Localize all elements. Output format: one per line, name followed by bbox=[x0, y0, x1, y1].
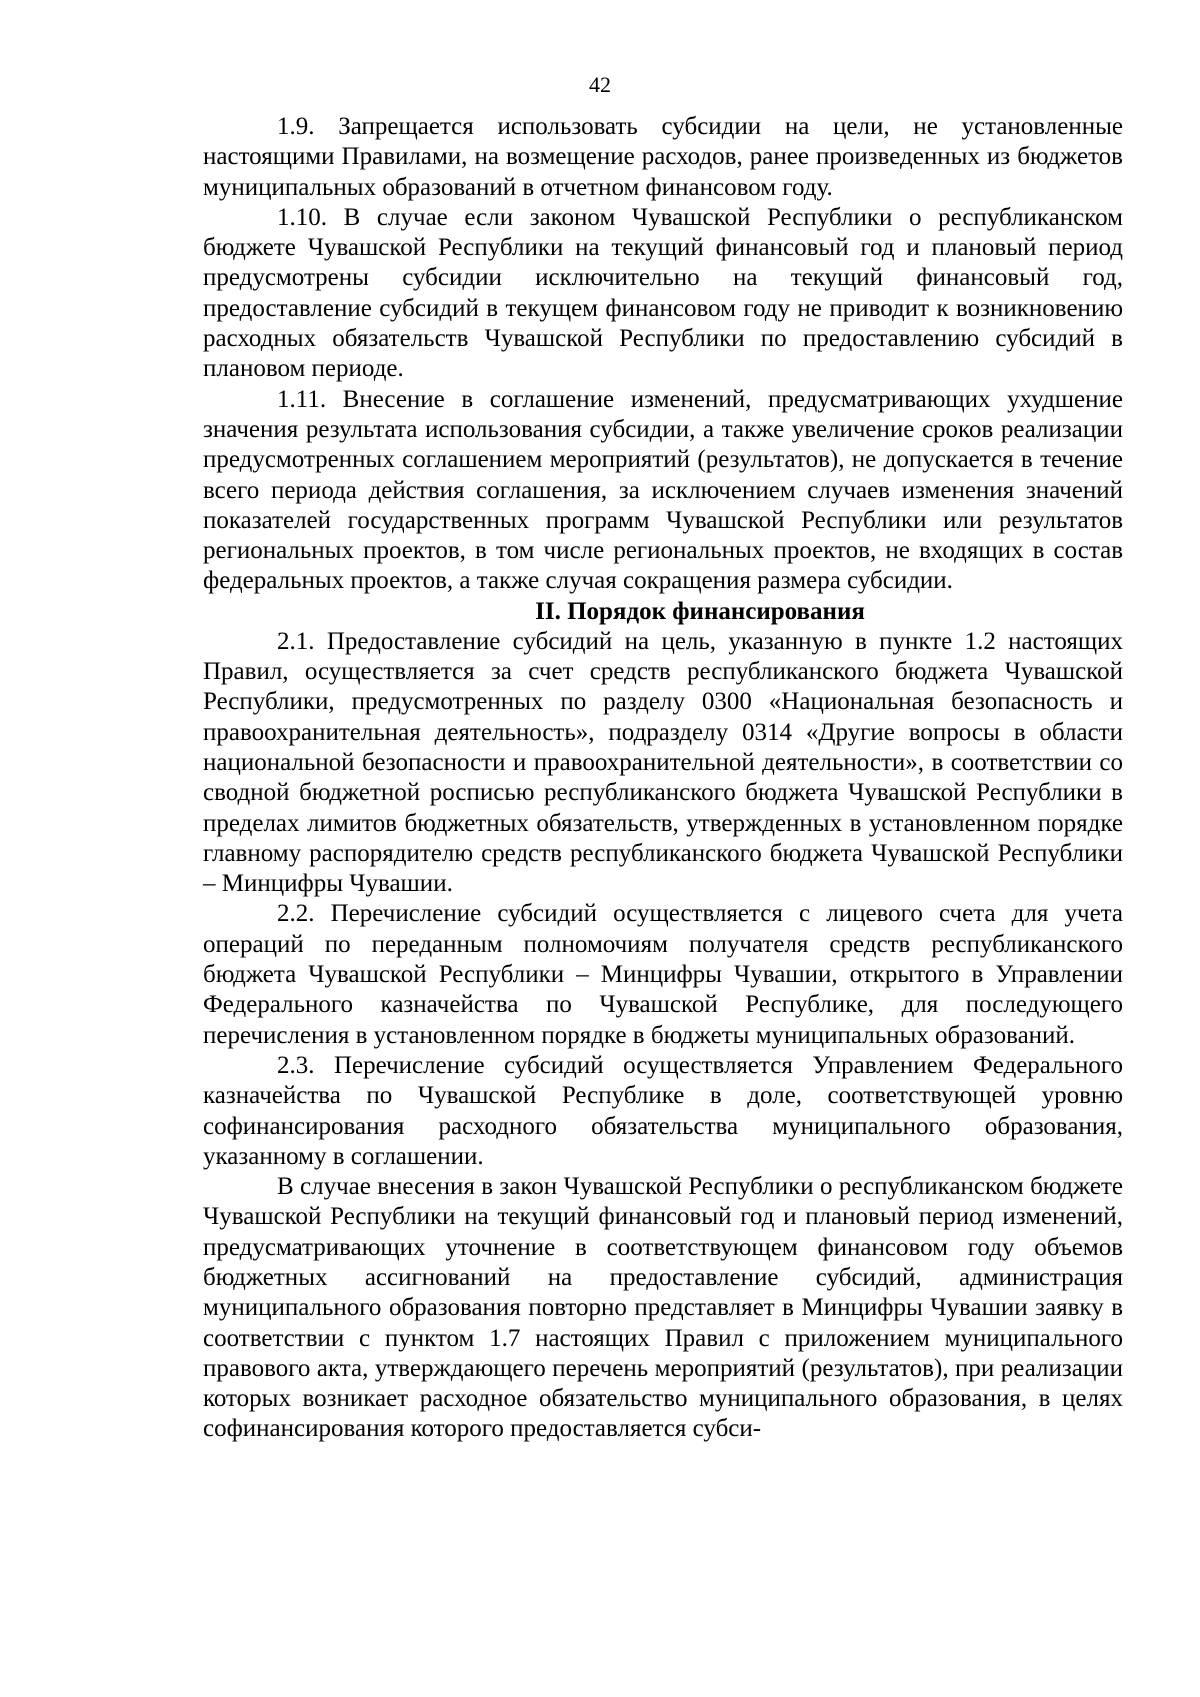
paragraph-2-2: 2.2. Перечисление субсидий осуществляется с лицевого счета для учета операций по переданным полномочиям получателя средств республиканского бюджета Чувашской Республики – Минцифры Чувашии, открытого в Управлении Федерального казначейства по Чувашской Республике, для последующего перечисления в установленном порядке в бюджеты муниципальных образований. bbox=[203, 900, 1123, 1049]
page-number: 42 bbox=[589, 72, 611, 97]
document-body bbox=[203, 112, 1123, 1445]
paragraph-2-1: 2.1. Предоставление субсидий на цель, указанную в пункте 1.2 настоящих Правил, осуществляется за счет средств республиканского бюджета Чувашской Республики, предусмотренных по разделу 0300 «Национальная безопасность и правоохранительная деятельность», подразделу 0314 «Другие вопросы в области национальной безопасности и правоохранительной деятельности», в соответствии со сводной бюджетной росписью республиканского бюджета Чувашской Республики в пределах лимитов бюджетных обязательств, утвержденных в установленном порядке главному распорядителю средств республиканского бюджета Чувашской Республики – Минцифры Чувашии. bbox=[203, 627, 1123, 898]
paragraph-1-9: 1.9. Запрещается использовать субсидии на цели, не установленные настоящими Правилами, на возмещение расходов, ранее произведенных из бюджетов муниципальных образований в отчетном финансовом году. bbox=[203, 113, 1123, 201]
paragraph-1-11: 1.11. Внесение в соглашение изменений, предусматривающих ухудшение значения результата использования субсидии, а также увеличение сроков реализации предусмотренных соглашением мероприятий (результатов), не допускается в течение всего периода действия соглашения, за исключением случаев изменения значений показателей государственных программ Чувашской Республики или результатов региональных проектов, в том числе региональных проектов, не входящих в состав федеральных проектов, а также случая сокращения размера субсидии. bbox=[203, 385, 1123, 595]
section-heading: II. Порядок финансирования bbox=[535, 597, 865, 625]
paragraph-2-3: 2.3. Перечисление субсидий осуществляется Управлением Федерального казначейства по Чувашской Республике в доле, соответствующей уровню софинансирования расходного обязательства муниципального образования, указанному в соглашении. bbox=[203, 1051, 1123, 1170]
paragraph-2-3-continued: В случае внесения в закон Чувашской Республики о республиканском бюджете Чувашской Республики на текущий финансовый год и плановый период изменений, предусматривающих уточнение в соответствующем финансовом году объемов бюджетных ассигнований на предоставление субсидий, администрация муниципального образования повторно представляет в Минцифры Чувашии заявку в соответствии с пунктом 1.7 настоящих Правил с приложением муниципального правового акта, утверждающего перечень мероприятий (результатов), при реализации которых возникает расходное обязательство муниципального образования, в целях софинансирования которого предоставляется субси- bbox=[203, 1173, 1123, 1443]
paragraph-1-10: 1.10. В случае если законом Чувашской Республики о республиканском бюджете Чувашской Республики на текущий финансовый год и плановый период предусмотрены субсидии исключительно на текущий финансовый год, предоставление субсидий в текущем финансовом году не приводит к возникновению расходных обязательств Чувашской Республики по предоставлению субсидий в плановом периоде. bbox=[203, 203, 1123, 383]
